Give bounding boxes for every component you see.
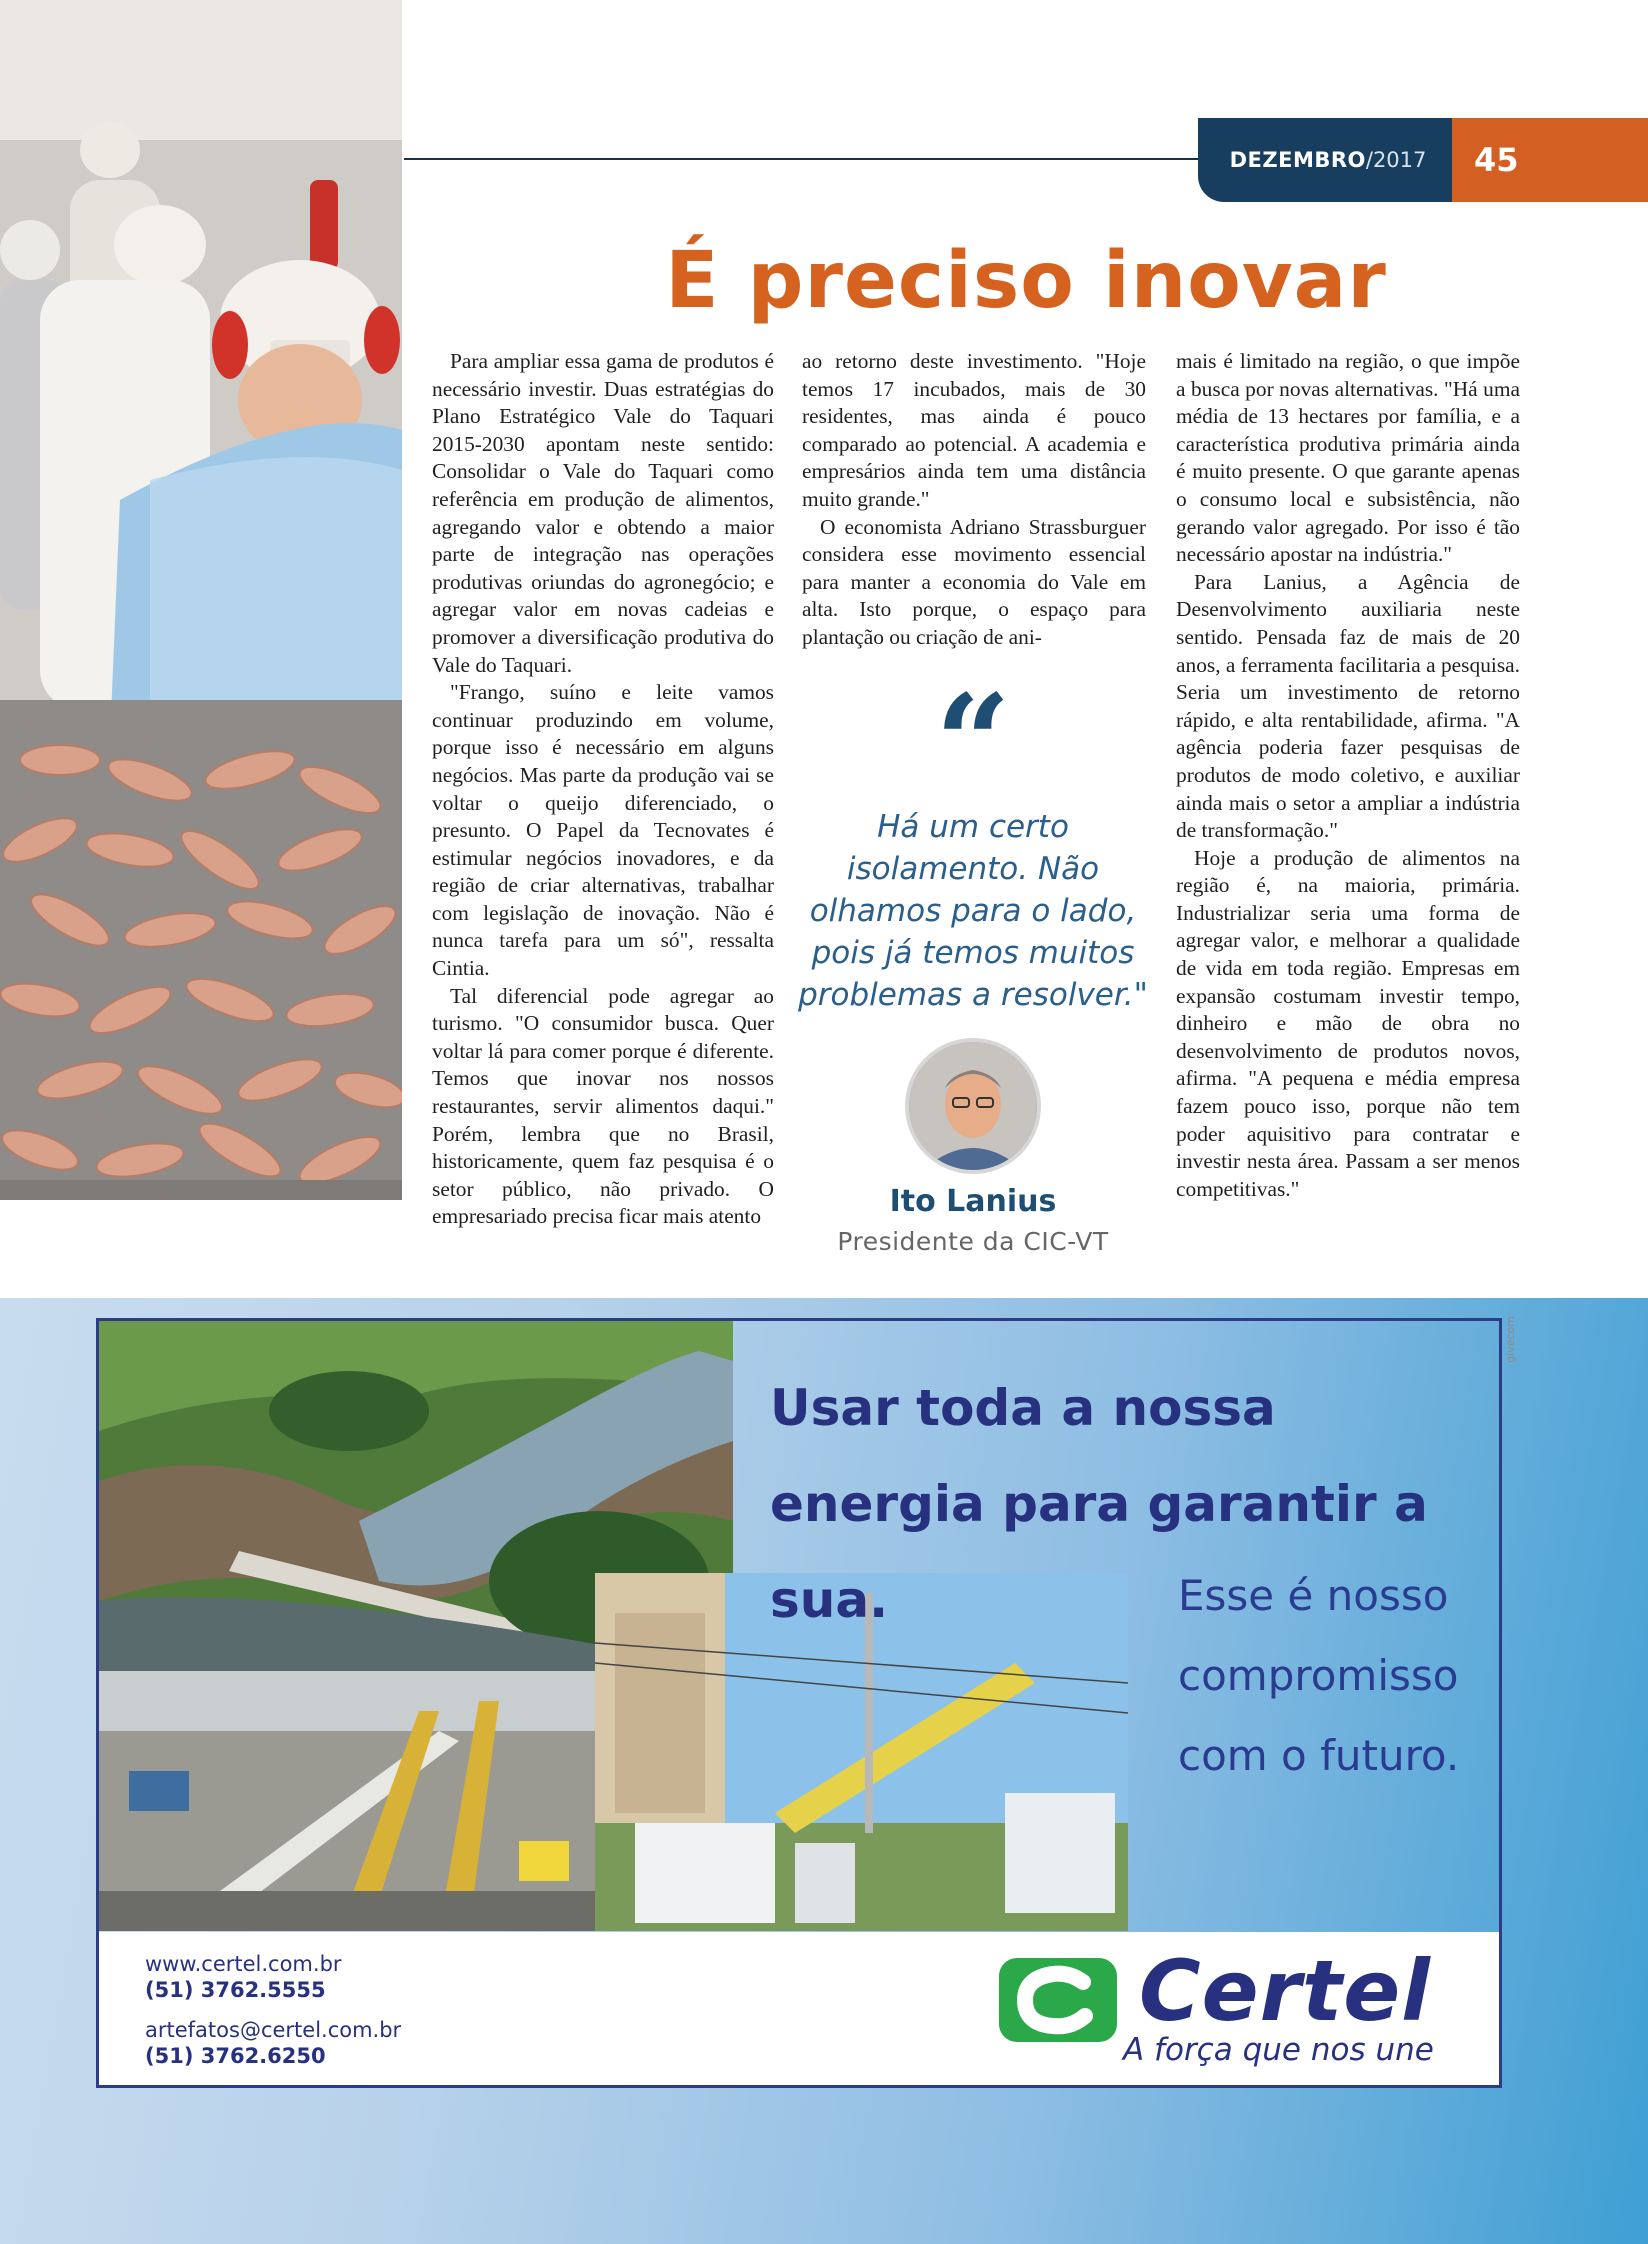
ad-footer xyxy=(99,1932,1499,2085)
certel-logo-icon xyxy=(999,1958,1117,2042)
speaker-avatar xyxy=(905,1038,1041,1174)
issue-month: DEZEMBRO xyxy=(1229,148,1366,172)
phone-number: (51) 3762.6250 xyxy=(145,2044,326,2068)
pull-quote xyxy=(790,690,1156,1256)
paragraph: "Frango, suíno e leite vamos continuar produzindo em volume, porque isso é necessário em alguns negócios. Mas parte da produção vai se voltar o queijo diferenciado, o presunto. O Papel da Tecnovates é estimular negócios inovadores, e da região de criar alternativas, trabalhar com legislação de inovação. Não é nunca tarefa para um só", ressalta Cintia. xyxy=(432,680,774,981)
ad-agency-credit: givecom xyxy=(1504,1316,1517,1363)
paragraph: Para Lanius, a Agência de Desenvolvimento auxiliaria neste sentido. Pensada faz de mais de 20 anos, a ferramenta facilitaria a pesquisa. Seria um investimento de retorno rápido, e alta rentabilidade, afirma. "A agência poderia fazer pesquisas de produtos de modo coletivo, e auxiliar ainda mais o setor a ampliar a indústria de transformação." xyxy=(1176,569,1520,843)
article-column-3 xyxy=(1176,348,1520,1203)
pipe-factory-photo xyxy=(99,1671,595,1931)
article-title: É preciso inovar xyxy=(665,236,1387,326)
phone-number: (51) 3762.5555 xyxy=(145,1978,326,2002)
ad-headline: Usar toda a nossa energia para garantir a sua. xyxy=(770,1379,1428,1629)
paragraph: O economista Adriano Strassburguer considera esse movimento essencial para manter a economia do Vale em alta. Isto porque, o espaço para plantação ou criação de ani- xyxy=(802,514,1146,649)
paragraph: Para ampliar essa gama de produtos é necessário investir. Duas estratégias do Plano Estratégico Vale do Taquari 2015-2030 apontam neste sentido: Consolidar o Vale do Taquari como referência em produção de alimentos, agregando valor e obtendo a maior parte de integração nas operações produtivas oriundas do agronegócio; e agregar valor em novas cadeias e promover a diversificação produtiva do Vale do Taquari. xyxy=(432,349,774,677)
paragraph: mais é limitado na região, o que impõe a busca por novas alternativas. "Há uma média de 13 hectares por família, e a característica produtiva primária ainda é muito presente. O que garante apenas o consumo local e subsistência, não gerando valor agregado. Por isso é tão necessário apostar na indústria." xyxy=(1176,349,1520,567)
page-number: 45 xyxy=(1452,118,1648,202)
paragraph: ao retorno deste investimento. "Hoje temos 17 incubados, mais de 30 residentes, mas ainda é pouco comparado ao potencial. A academia e empresários ainda tem uma distância muito grande." xyxy=(802,349,1146,511)
contact-block-1 xyxy=(145,1952,342,2002)
ad-subline: Esse é nosso compromisso com o futuro. xyxy=(1178,1571,1460,1780)
sausage-factory-photo xyxy=(0,0,402,1200)
header-rule xyxy=(404,158,1200,160)
speaker-role: Presidente da CIC-VT xyxy=(837,1227,1109,1256)
article-column-2 xyxy=(802,348,1146,652)
quote-mark-icon: “ xyxy=(935,690,1011,770)
certel-advertisement xyxy=(0,1298,1648,2244)
contact-block-2 xyxy=(145,2018,401,2068)
paragraph: Tal diferencial pode agregar ao turismo. "O consumidor busca. Quer voltar lá para comer porque é diferente. Temos que inovar nos nossos restaurantes, servir alimentos daqui." Porém, lembra que no Brasil, historicamente, quem faz pesquisa é o setor público, não privado. O empresariado precisa ficar mais atento xyxy=(432,983,774,1229)
issue-date-tab xyxy=(1198,118,1458,202)
brand-slogan: A força que nos une xyxy=(1123,2032,1434,2068)
email-link[interactable]: artefatos@certel.com.br xyxy=(145,2018,402,2042)
issue-year: /2017 xyxy=(1365,148,1427,172)
website-link[interactable]: www.certel.com.br xyxy=(145,1952,342,1976)
quote-text: Há um certo isolamento. Não olhamos para o lado, pois já temos muitos problemas a resolver." xyxy=(798,809,1148,1013)
article-column-1 xyxy=(432,348,774,1231)
brand-name: Certel xyxy=(1139,1942,1431,2040)
paragraph: Hoje a produção de alimentos na região é, na maioria, primária. Industrializar seria uma forma de agregar valor, e melhorar a qualidade de vida em toda região. Empresas em expansão costumam investir tempo, dinheiro e mão de obra no desenvolvimento de produtos novos, afirma. "A pequena e média empresa fazem pouco isso, porque não tem poder aquisitivo para contratar e investir nesta área. Passam a ser menos competitivas." xyxy=(1176,845,1520,1201)
speaker-name: Ito Lanius xyxy=(889,1184,1057,1219)
